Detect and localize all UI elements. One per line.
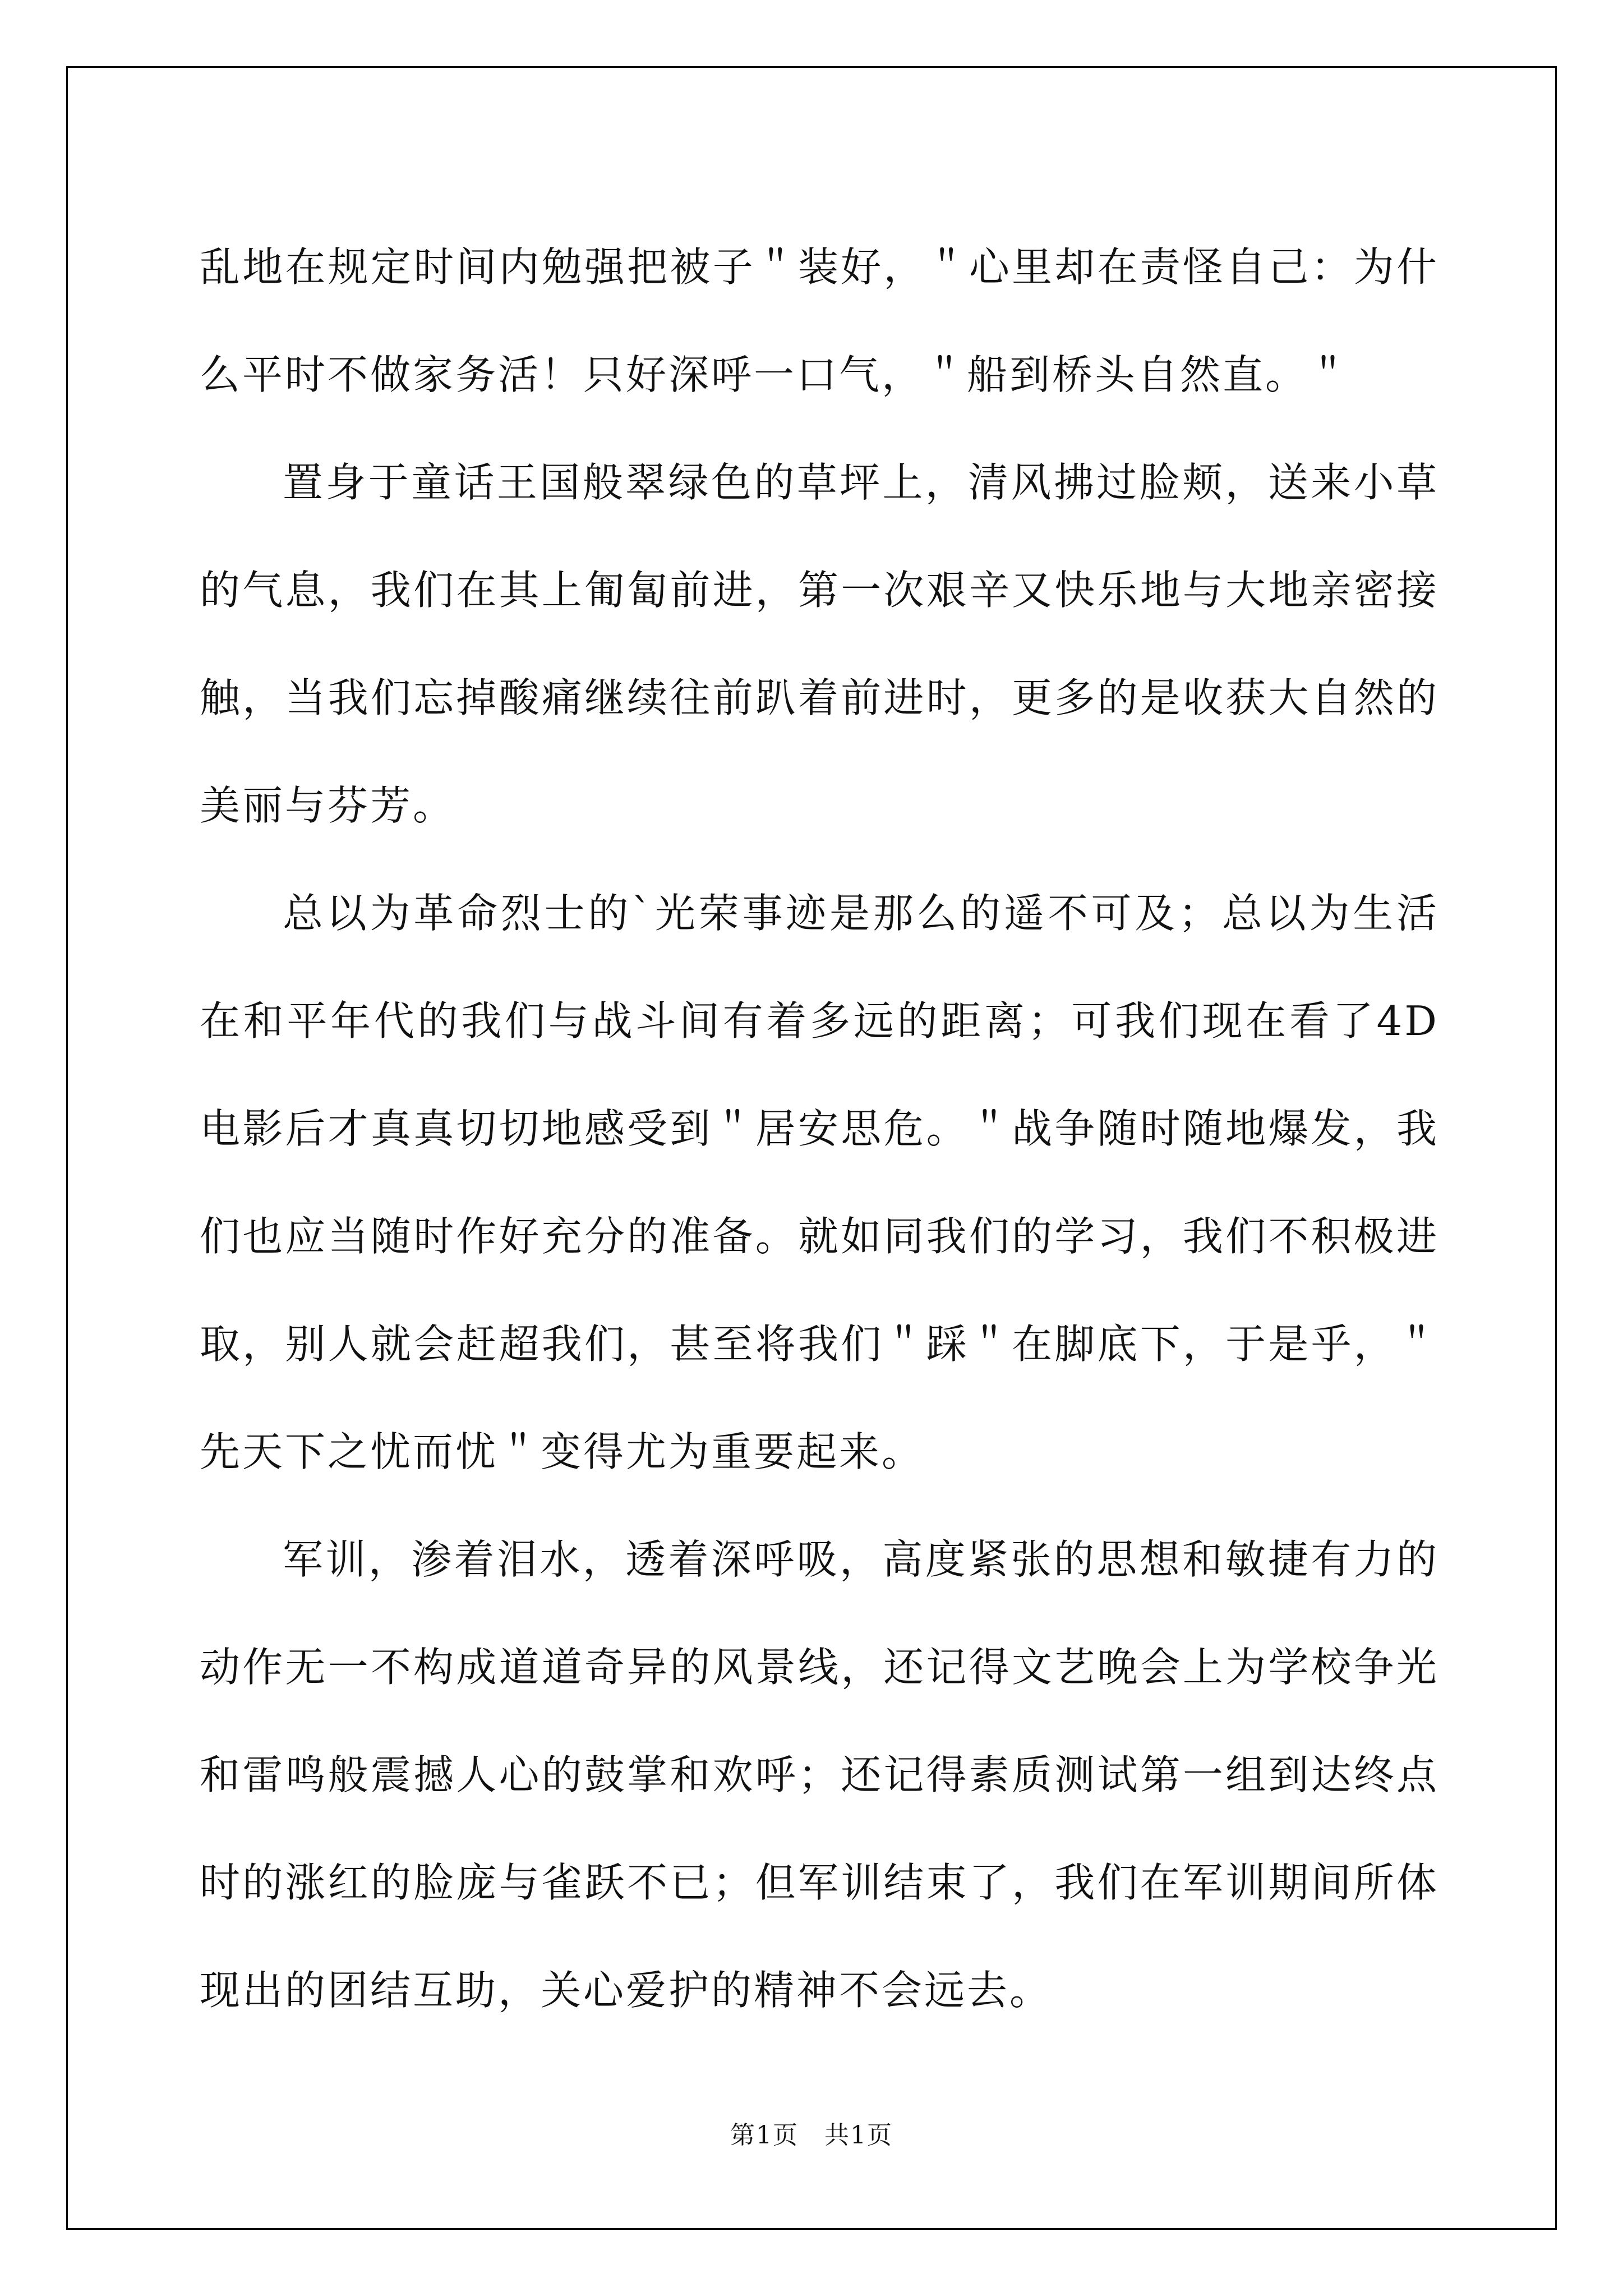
paragraph-4: 军训，渗着泪水，透着深呼吸，高度紧张的思想和敏捷有力的动作无一不构成道道奇异的风景线，还记得文艺晚会上为学校争光和雷鸣般震撼人心的鼓掌和欢呼；还记得素质测试第一组到达终点时的涨红的脸庞与雀跃不已；但军训结束了，我们在军训期间所体现出的团结互助，关心爱护的精神不会远去。: [200, 1536, 1439, 2014]
paragraph-1: 乱地在规定时间内勉强把被子＂装好，＂心里却在责怪自己：为什么平时不做家务活！只好深呼一口气，＂船到桥头自然直。＂: [200, 243, 1439, 398]
page-number-footer: 第1页 共1页: [730, 2121, 893, 2150]
paragraph-3: 总以为革命烈士的`光荣事迹是那么的遥不可及；总以为生活在和平年代的我们与战斗间有着多远的距离；可我们现在看了4D电影后才真真切切地感受到＂居安思危。＂战争随时随地爆发，我们也应当随时作好充分的准备。就如同我们的学习，我们不积极进取，别人就会赶超我们，甚至将我们＂踩＂在脚底下，于是乎，＂先天下之忧而忧＂变得尤为重要起来。: [200, 890, 1439, 1475]
paragraph-2: 置身于童话王国般翠绿色的草坪上，清风拂过脸颊，送来小草的气息，我们在其上匍匐前进，第一次艰辛又快乐地与大地亲密接触，当我们忘掉酸痛继续往前趴着前进时，更多的是收获大自然的美丽与芬芳。: [200, 459, 1439, 829]
document-body: [200, 213, 1439, 2044]
